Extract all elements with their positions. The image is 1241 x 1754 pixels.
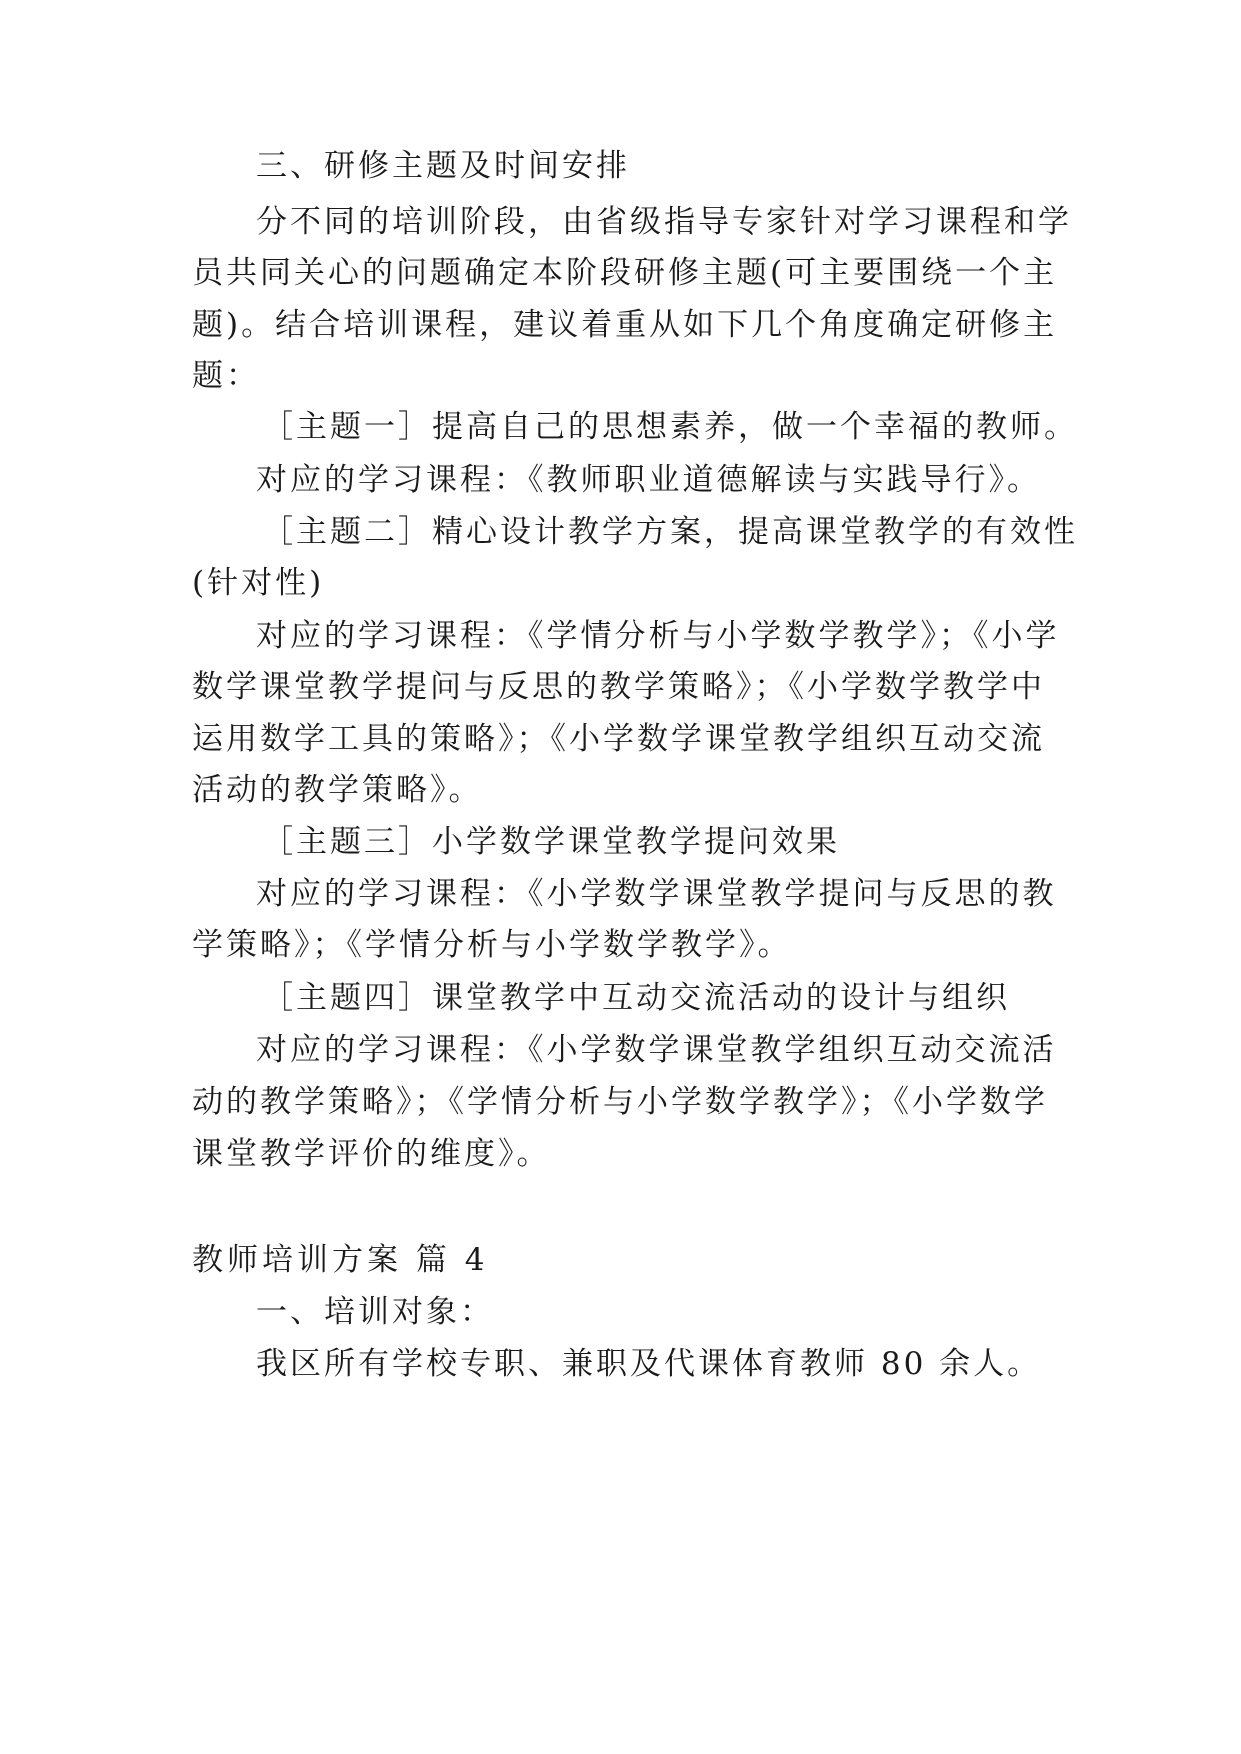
document-title: 教师培训方案 篇 4 [192,1242,489,1278]
course-line: 数学课堂教学提问与反思的教学策略》；《小学数学教学中 [192,669,1045,705]
topic-heading: ［主题一］提高自己的思想素养，做一个幸福的教师。 [262,409,1078,445]
section-heading: 一、培训对象： [256,1294,494,1330]
course-line: 对应的学习课程：《小学数学课堂教学组织互动交流活 [256,1032,1057,1068]
topic-heading: ［主题四］课堂教学中互动交流活动的设计与组织 [262,980,1010,1016]
course-line: 对应的学习课程：《教师职业道德解读与实践导行》。 [256,462,1041,498]
course-line: 对应的学习课程：《学情分析与小学数学教学》；《小学 [256,618,1060,654]
paragraph-line: 我区所有学校专职、兼职及代课体育教师 80 余人。 [256,1346,1042,1382]
topic-heading: ［主题三］小学数学课堂教学提问效果 [262,824,840,860]
course-line: 课堂教学评价的维度》。 [192,1136,551,1172]
course-line: 动的教学策略》；《学情分析与小学数学教学》；《小学数学 [192,1084,1048,1120]
topic-heading: ［主题二］精心设计教学方案，提高课堂教学的有效性 [262,514,1078,550]
section-heading: 三、研修主题及时间安排 [256,148,630,184]
course-line: 活动的教学策略》。 [192,772,483,808]
course-line: 学策略》；《学情分析与小学数学教学》。 [192,927,792,963]
course-line: 对应的学习课程：《小学数学课堂教学提问与反思的教 [256,876,1057,912]
paragraph-line: 分不同的培训阶段，由省级指导专家针对学习课程和学 [256,204,1072,240]
course-line: 运用数学工具的策略》；《小学数学课堂教学组织互动交流 [192,721,1045,757]
paragraph-line: 题： [192,358,260,394]
paragraph-line: 员共同关心的问题确定本阶段研修主题(可主要围绕一个主 [192,255,1058,291]
paragraph-line: (针对性) [192,565,325,601]
paragraph-line: 题)。结合培训课程，建议着重从如下几个角度确定研修主 [192,307,1058,343]
